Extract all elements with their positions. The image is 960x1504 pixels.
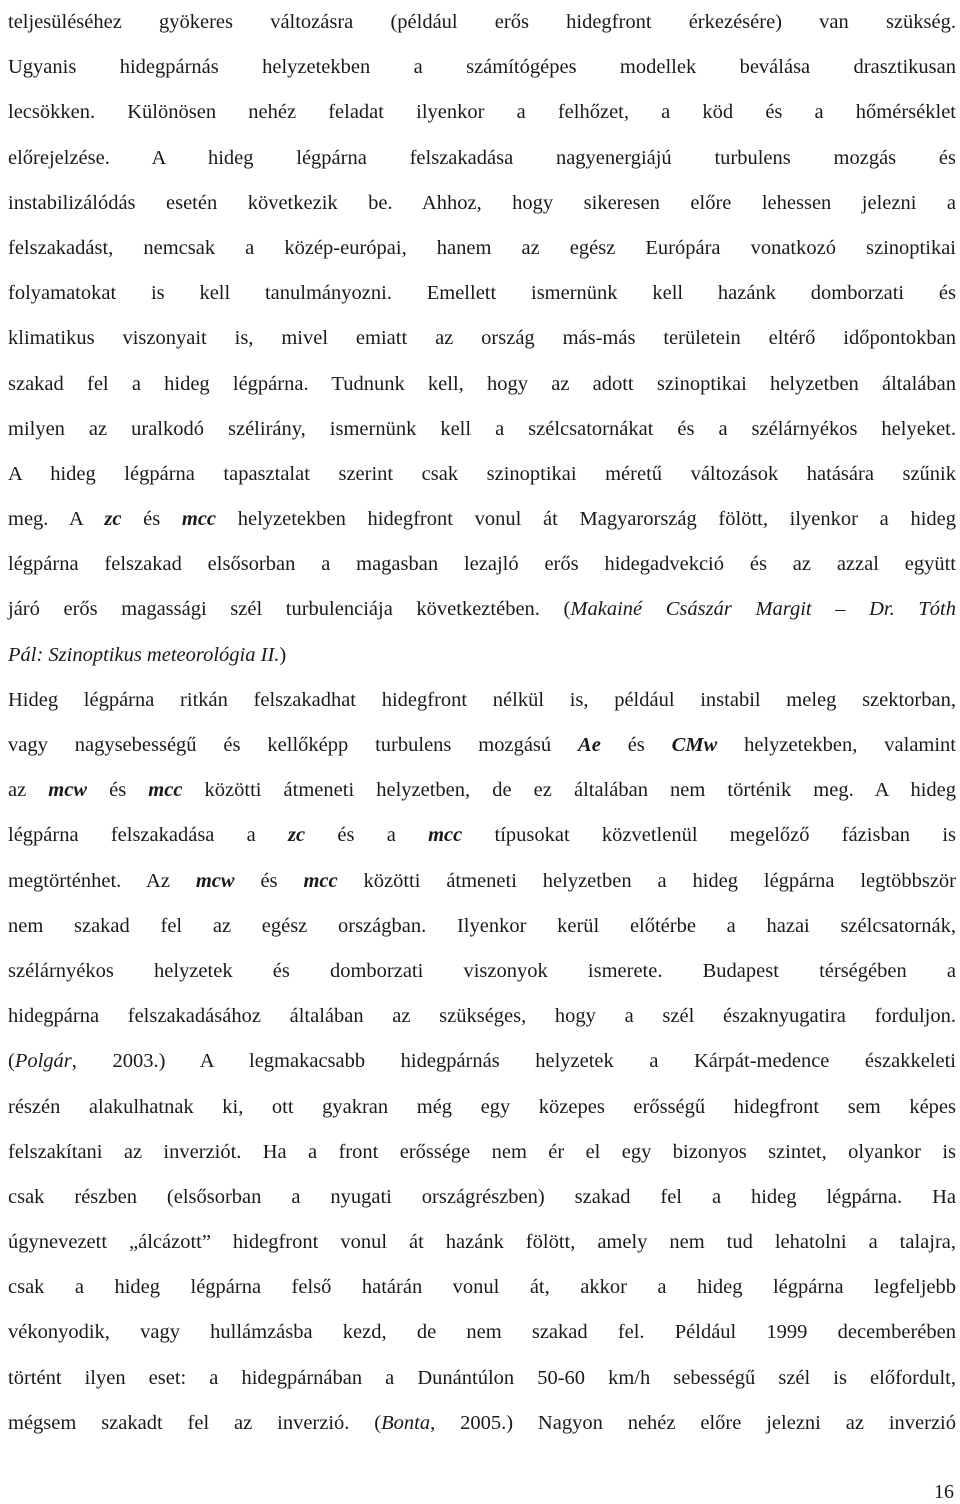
- text-line: (Polgár, 2003.) A legmakacsabb hidegpárnás helyzetek a Kárpát-medence északkeleti: [8, 1050, 956, 1073]
- text-line: csak a hideg légpárna felső határán vonul át, akkor a hideg légpárna legfeljebb: [8, 1276, 956, 1299]
- text-line: járó erős magassági szél turbulenciája következtében. (Makainé Császár Margit – Dr. Tóth: [8, 598, 956, 621]
- text-line: Hideg légpárna ritkán felszakadhat hidegfront nélkül is, például instabil meleg szektorban,: [8, 688, 956, 711]
- text-line: úgynevezett „álcázott” hidegfront vonul át hazánk fölött, amely nem tud lehatolni a talajra,: [8, 1231, 956, 1254]
- text-line: klimatikus viszonyait is, mivel emiatt az ország más-más területein eltérő időpontokban: [8, 327, 956, 350]
- weather-type-code: Ae: [578, 734, 601, 756]
- weather-type-code: mcc: [303, 869, 338, 892]
- text-line: vékonyodik, vagy hullámzásba kezd, de nem szakad fel. Például 1999 decemberében: [8, 1321, 956, 1344]
- text-line: teljesüléséhez gyökeres változásra (például erős hidegfront érkezésére) van szükség.: [8, 11, 956, 33]
- text-line: részén alakulhatnak ki, ott gyakran még egy közepes erősségű hidegfront sem képes: [8, 1095, 956, 1118]
- citation-author: Makainé Császár Margit – Dr. Tóth: [570, 598, 956, 621]
- text-line: instabilizálódás esetén következik be. Ahhoz, hogy sikeresen előre lehessen jelezni a: [8, 191, 956, 214]
- text-line: légpárna felszakad elsősorban a magasban lezajló erős hidegadvekció és az azzal együtt: [8, 553, 956, 576]
- text-line: mégsem szakadt fel az inverzió. (Bonta, 2005.) Nagyon nehéz előre jelezni az inverzió: [8, 1411, 956, 1434]
- text-line: csak részben (elsősorban a nyugati országrészben) szakad fel a hideg légpárna. Ha: [8, 1185, 956, 1208]
- text-line: Pál: Szinoptikus meteorológia II.): [8, 643, 287, 666]
- citation-title: Pál: Szinoptikus meteorológia II.: [8, 643, 280, 666]
- weather-type-code: mcc: [148, 779, 183, 802]
- text-line: folyamatokat is kell tanulmányozni. Emellett ismernünk kell hazánk domborzati és: [8, 282, 956, 305]
- paragraph-2: [8, 678, 956, 1446]
- text-line: szakad fel a hideg légpárna. Tudnunk kell, hogy az adott szinoptikai helyzetben általában: [8, 372, 956, 395]
- document-page: [8, 0, 956, 1446]
- text-line: előrejelzése. A hideg légpárna felszakadása nagyenergiájú turbulens mozgás és: [8, 146, 956, 169]
- text-line: milyen az uralkodó szélirány, ismernünk kell a szélcsatornákat és a szélárnyékos helyeket.: [8, 417, 956, 440]
- text-line: légpárna felszakadása a zc és a mcc típusokat közvetlenül megelőző fázisban is: [8, 824, 956, 847]
- text-line: felszakadást, nemcsak a közép-európai, hanem az egész Európára vonatkozó szinoptikai: [8, 236, 956, 259]
- weather-type-code: mcc: [181, 508, 217, 531]
- text-line: történt ilyen eset: a hidegpárnában a Dunántúlon 50-60 km/h sebességű szél is előfordult,: [8, 1366, 956, 1389]
- citation-author: Polgár: [14, 1050, 72, 1073]
- citation-author: Bonta: [381, 1411, 431, 1434]
- weather-type-code: mcw: [48, 779, 88, 802]
- weather-type-code: mcw: [195, 869, 235, 892]
- page-number: 16: [934, 1481, 954, 1503]
- text-line: nem szakad fel az egész országban. Ilyenkor kerül előtérbe a hazai szélcsatornák,: [8, 914, 956, 937]
- text-line: meg. A zc és mcc helyzetekben hidegfront vonul át Magyarország fölött, ilyenkor a hideg: [8, 508, 956, 531]
- weather-type-code: mcc: [428, 824, 463, 847]
- weather-type-code: zc: [104, 508, 122, 531]
- text-line: hidegpárna felszakadásához általában az szükséges, hogy a szél északnyugatira forduljon.: [8, 1005, 956, 1028]
- paragraph-1: [8, 0, 956, 678]
- text-line: megtörténhet. Az mcw és mcc közötti átmeneti helyzetben a hideg légpárna legtöbbször: [8, 869, 956, 892]
- text-line: felszakítani az inverziót. Ha a front erőssége nem ér el egy bizonyos szintet, olyankor is: [8, 1140, 956, 1163]
- text-line: A hideg légpárna tapasztalat szerint csak szinoptikai méretű változások hatására szűnik: [8, 462, 956, 485]
- text-line: az mcw és mcc közötti átmeneti helyzetben, de ez általában nem történik meg. A hideg: [8, 779, 956, 802]
- text-line: Ugyanis hidegpárnás helyzetekben a számítógépes modellek beválása drasztikusan: [8, 56, 956, 79]
- weather-type-code: zc: [288, 824, 306, 847]
- text-line: vagy nagysebességű és kellőképp turbulens mozgású Ae és CMw helyzetekben, valamint: [8, 734, 956, 756]
- weather-type-code: CMw: [671, 734, 718, 756]
- text-line: lecsökken. Különösen nehéz feladat ilyenkor a felhőzet, a köd és a hőmérséklet: [8, 101, 956, 124]
- text-line: szélárnyékos helyzetek és domborzati viszonyok ismerete. Budapest térségében a: [8, 959, 956, 982]
